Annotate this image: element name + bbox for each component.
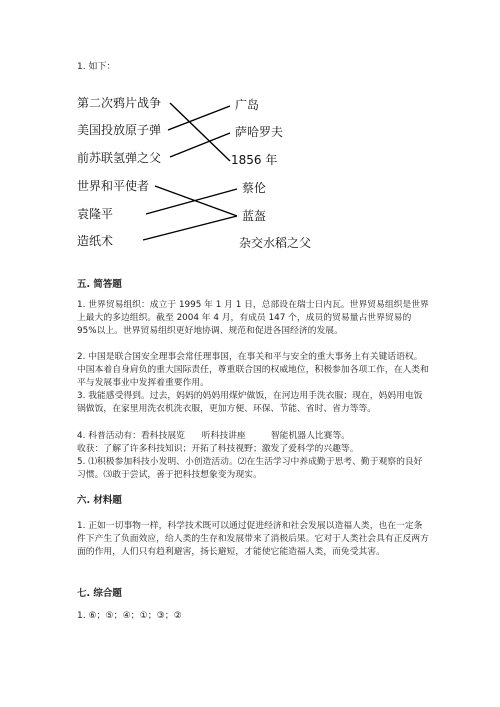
- match1-right-item: 萨哈罗夫: [235, 125, 284, 139]
- section-7-heading: 七. 综合题: [77, 588, 122, 599]
- answer-paragraph: 1. 正如一切事物一样，科学技术既可以通过促进经济和社会发展以造福人类，也在一定条件下产生了负面效应，给人类的生存和发展带来了消极后果。它对于人类社会具有正反两方面的作用，人们只有趋利避害，扬长避短，才能使它能造福人类，而免受其害。: [77, 521, 429, 558]
- answer-paragraph: 5. ⑴积极参加科技小发明、小创造活动。⑵在生活学习中养成勤于思考、勤于观察的良好习惯。⑶敢于尝试，善于把科技想象变为现实。: [77, 457, 423, 481]
- answer-paragraph: 收获：了解了许多科技知识；开拓了科技视野；激发了爱科学的兴趣等。: [77, 444, 359, 454]
- match2-right-item: 杂交水稻之父: [239, 236, 312, 250]
- section-5-heading: 五. 简答题: [77, 279, 122, 290]
- answer-paragraph: 3. 我能感受得到。过去，妈妈的妈妈用煤炉做饭，在河边用手洗衣服；现在，妈妈用电饭锅做饭，在家里用洗衣机洗衣服，更加方便、环保、节能、省时、省力等等。: [77, 391, 423, 415]
- match2-right-item: 蓝盔: [242, 209, 267, 223]
- section-6-heading: 六. 材料题: [77, 495, 122, 506]
- connector-line: [143, 216, 237, 240]
- match2-left-item: 袁隆平: [77, 207, 114, 221]
- match1-right-item: 1856 年: [231, 153, 278, 167]
- match2-left-item: 造纸术: [77, 234, 114, 248]
- match1-right-item: 广岛: [235, 98, 260, 112]
- answer-paragraph: 2. 中国是联合国安全理事会常任理事国，在事关和平与安全的重大事务上有关键话语权。中国本着自身肩负的重大国际责任，尊重联合国的权威地位，积极参加各项工作，在人类和平与发展事业中发挥着重要作用。: [77, 352, 429, 389]
- connector-line: [155, 186, 237, 216]
- match1-left-item: 美国投放原子弹: [77, 123, 162, 137]
- answer-paragraph: 4. 科普活动有：看科技展览 听科技讲座 智能机器人比赛等。: [77, 431, 351, 441]
- match1-left-item: 第二次鸦片战争: [77, 96, 162, 110]
- connector-line: [170, 103, 230, 161]
- match1-left-item: 前苏联氢弹之父: [77, 151, 162, 165]
- connector-line: [170, 133, 230, 157]
- answer-line: 1. ⑥；⑤；④；①；③；②: [77, 611, 182, 621]
- connector-line: [146, 189, 237, 214]
- match2-left-item: 世界和平使者: [77, 179, 150, 193]
- match2-right-item: 蔡伦: [242, 181, 267, 195]
- question-1-label: 1. 如下：: [77, 62, 116, 72]
- answer-paragraph: 1. 世界贸易组织：成立于 1995 年 1 月 1 日，总部设在瑞士日内瓦。世界贸易组织是世界上最大的多边组织。截至 2004 年 4 月，有成员 147 个，成员的贸易量占世界贸易的 95%以上。世界贸易组织更好地协调、规范和促进各国经济的发展。: [77, 300, 429, 337]
